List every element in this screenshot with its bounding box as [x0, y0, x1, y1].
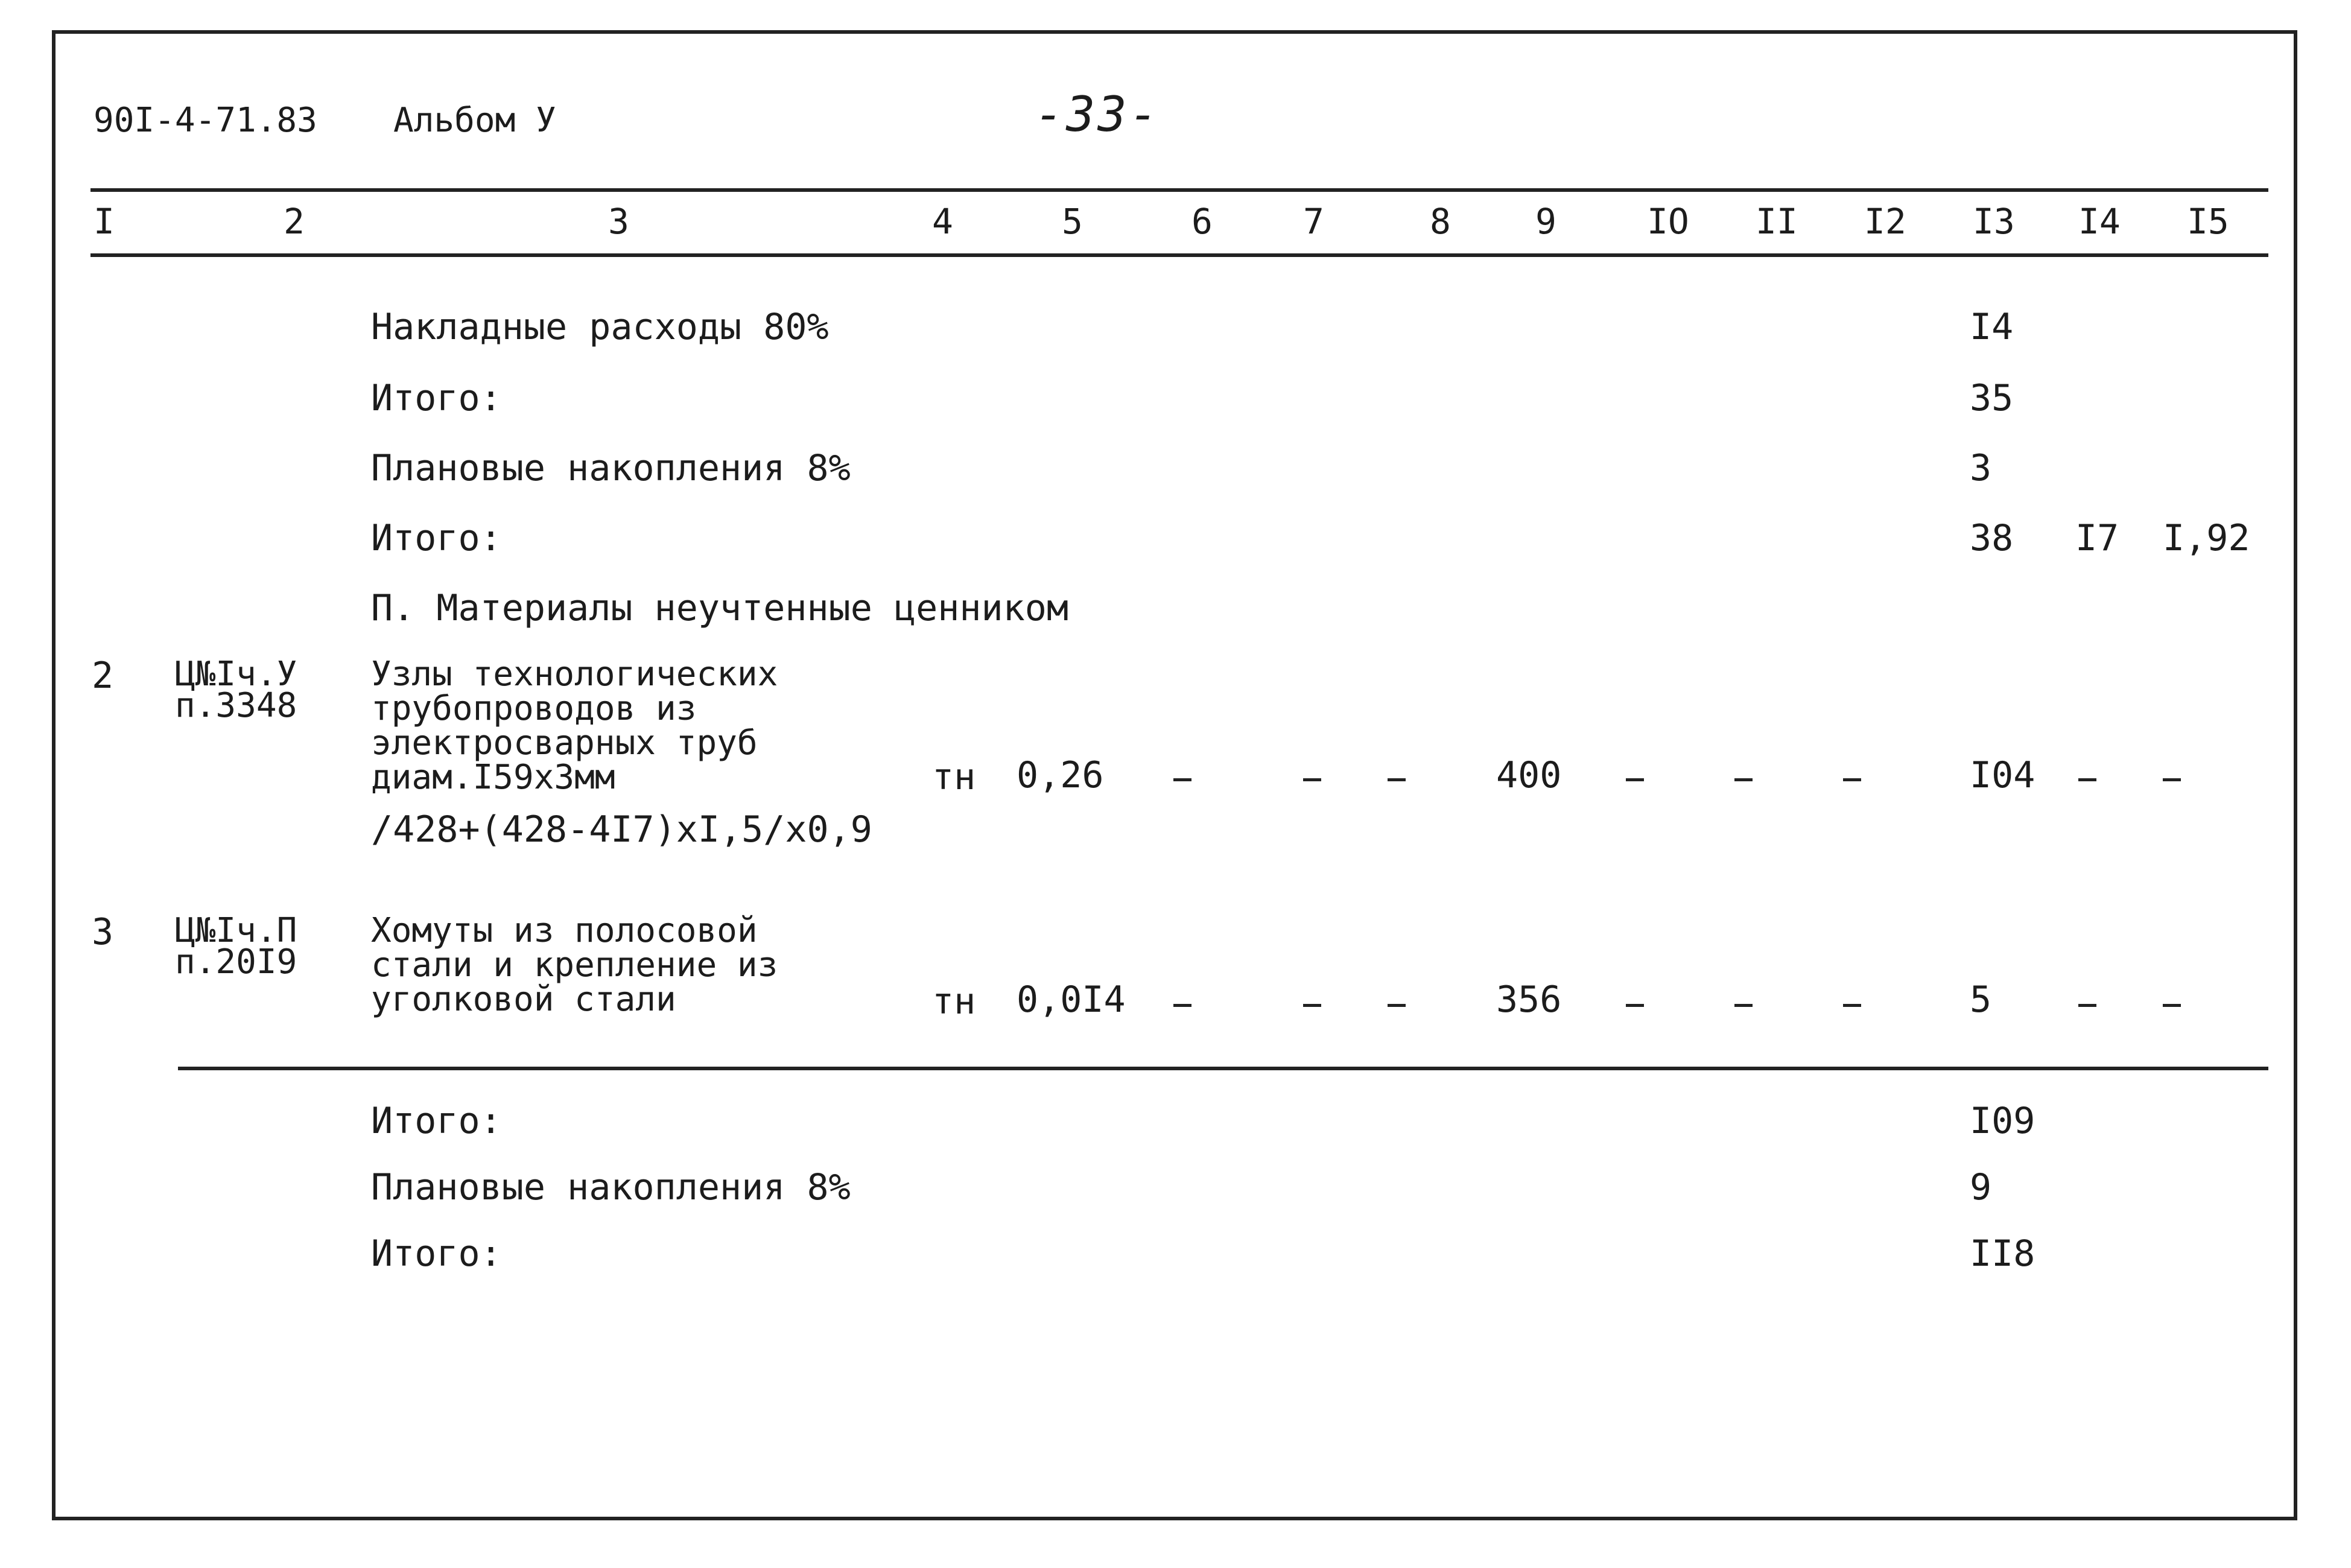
row-code: Ц№Iч.У	[175, 655, 297, 694]
section-title: П. Материалы неучтенные ценником	[371, 587, 1068, 629]
row-code: п.3348	[175, 686, 297, 725]
column-number: 7	[1303, 201, 1324, 242]
empty-dash	[1303, 1004, 1321, 1007]
summary-label: Итого:	[371, 1233, 502, 1275]
empty-dash	[1626, 778, 1644, 781]
row-code: Ц№Iч.П	[175, 911, 297, 950]
column-number: I	[94, 201, 115, 242]
summary-value-col13: 3	[1970, 447, 1992, 489]
header-rule-top	[90, 188, 2268, 192]
empty-dash	[1734, 778, 1753, 781]
row-number: 2	[92, 655, 114, 697]
empty-dash	[2163, 1004, 2181, 1007]
column-number: 9	[1535, 201, 1556, 242]
column-number: IO	[1647, 201, 1689, 242]
row-description: электросварных труб	[371, 723, 758, 763]
row-value-col13: I04	[1970, 754, 2035, 796]
row-number: 3	[92, 911, 114, 953]
row-code: п.20I9	[175, 942, 297, 982]
summary-value-col13: 38	[1970, 517, 2014, 559]
header-rule-bottom	[90, 253, 2268, 257]
row-quantity: 0,0I4	[1017, 979, 1126, 1021]
empty-dash	[2078, 778, 2096, 781]
row-description: уголковой стали	[371, 980, 676, 1019]
empty-dash	[1173, 1004, 1191, 1007]
summary-value-col13: II8	[1970, 1233, 2035, 1275]
row-unit: тн	[932, 980, 976, 1023]
row-quantity: 0,26	[1017, 754, 1104, 796]
summary-label: Плановые накопления 8%	[371, 1166, 851, 1208]
row-description: Хомуты из полосовой	[371, 911, 758, 950]
empty-dash	[1388, 1004, 1406, 1007]
column-number: 6	[1191, 201, 1213, 242]
column-number: I5	[2187, 201, 2229, 242]
column-number: I3	[1973, 201, 2015, 242]
row-value-col13: 5	[1970, 979, 1992, 1021]
column-number: I2	[1864, 201, 1906, 242]
column-number: 4	[932, 201, 953, 242]
empty-dash	[1303, 778, 1321, 781]
empty-dash	[1843, 778, 1861, 781]
column-number: 3	[608, 201, 629, 242]
summary-label: Плановые накопления 8%	[371, 447, 851, 489]
row-description: трубопроводов из	[371, 689, 697, 728]
row-value-col9: 400	[1496, 754, 1562, 796]
row-description: стали и крепление из	[371, 945, 778, 985]
summary-label: Накладные расходы 80%	[371, 306, 829, 348]
row-description: Узлы технологических	[371, 655, 778, 694]
empty-dash	[2163, 778, 2181, 781]
empty-dash	[2078, 1004, 2096, 1007]
summary-value-col13: I09	[1970, 1100, 2035, 1142]
column-number: 5	[1062, 201, 1083, 242]
summary-label: Итого:	[371, 377, 502, 419]
totals-rule	[178, 1067, 2268, 1070]
row-formula: /428+(428-4I7)хI,5/х0,9	[371, 808, 872, 851]
column-number: 2	[284, 201, 305, 242]
row-unit: тн	[932, 756, 976, 798]
summary-value-col13: 9	[1970, 1166, 1992, 1208]
column-number: 8	[1430, 201, 1451, 242]
row-value-col9: 356	[1496, 979, 1562, 1021]
summary-value-col13: I4	[1970, 306, 2014, 348]
page-number: -33-	[1035, 86, 1161, 142]
empty-dash	[1843, 1004, 1861, 1007]
column-number: I4	[2078, 201, 2121, 242]
album-label: Альбом У	[393, 101, 556, 140]
row-description: диам.I59х3мм	[371, 758, 615, 797]
column-number: II	[1756, 201, 1798, 242]
summary-value-col13: 35	[1970, 377, 2014, 419]
empty-dash	[1626, 1004, 1644, 1007]
empty-dash	[1734, 1004, 1753, 1007]
summary-value-col15: I,92	[2163, 517, 2250, 559]
empty-dash	[1388, 778, 1406, 781]
summary-label: Итого:	[371, 1100, 502, 1142]
summary-value-col14: I7	[2075, 517, 2119, 559]
summary-label: Итого:	[371, 517, 502, 559]
empty-dash	[1173, 778, 1191, 781]
document-code: 90I-4-71.83	[94, 101, 317, 140]
